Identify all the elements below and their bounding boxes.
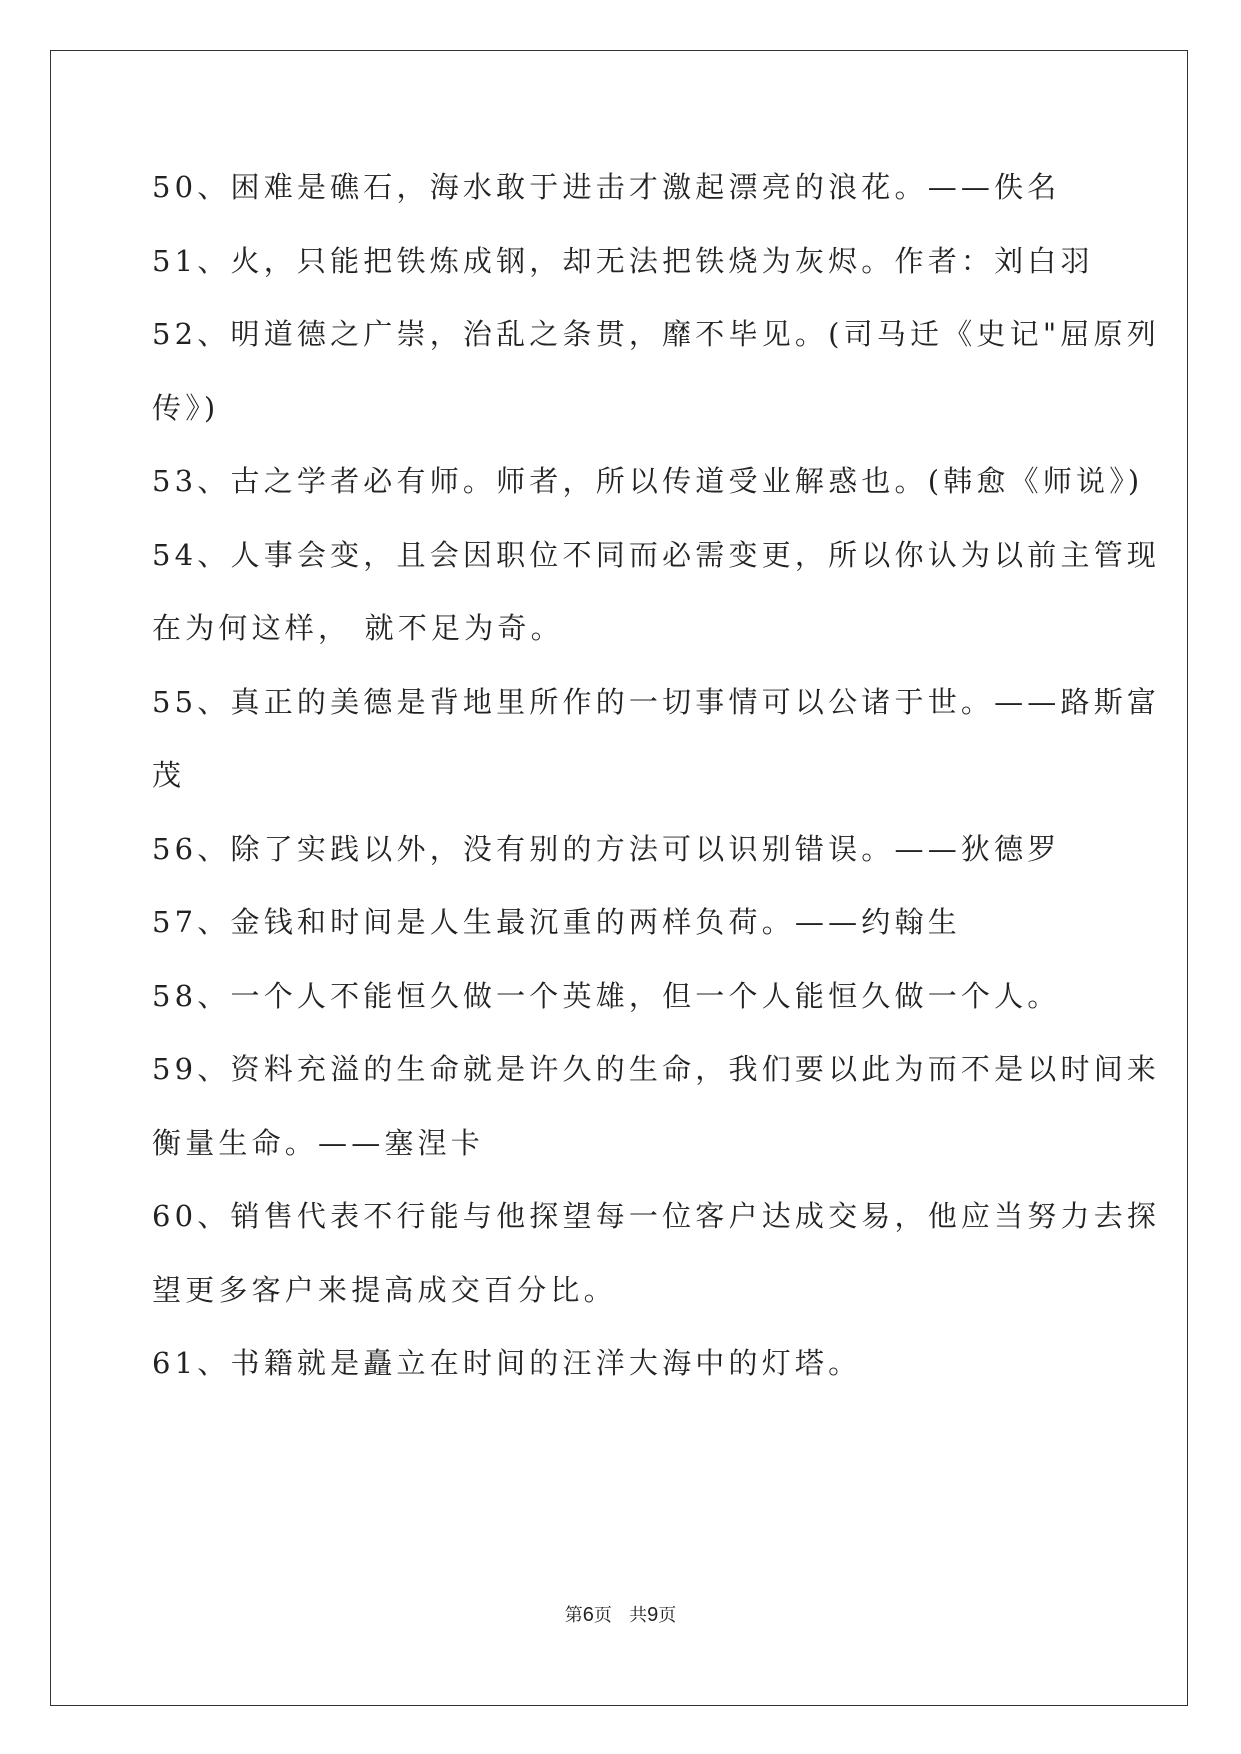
text-line: 55、真正的美德是背地里所作的一切事情可以公诸于世。——路斯富 (152, 684, 1161, 719)
text-line: 望更多客户来提高成交百分比。 (152, 1272, 617, 1307)
text-line: 56、除了实践以外，没有别的方法可以识别错误。——狄德罗 (152, 831, 1061, 866)
text-line: 茂 (152, 758, 186, 792)
footer-suffix: 页 (658, 1605, 677, 1626)
text-line: 50、困难是礁石，海水敢于进击才激起漂亮的浪花。——佚名 (152, 170, 1061, 204)
total-pages-number: 9 (647, 1604, 659, 1626)
text-line: 60、销售代表不行能与他探望每一位客户达成交易，他应当努力去探 (152, 1199, 1161, 1233)
text-line: 57、金钱和时间是人生最沉重的两样负荷。——约翰生 (152, 905, 961, 939)
current-page-number: 6 (582, 1604, 594, 1626)
text-line: 59、资料充溢的生命就是许久的生命，我们要以此为而不是以时间来 (152, 1052, 1161, 1086)
text-line: 53、古之学者必有师。师者，所以传道受业解惑也。(韩愈《师说》) (152, 464, 1144, 498)
text-line: 54、人事会变，且会因职位不同而必需变更，所以你认为以前主管现 (152, 537, 1161, 572)
text-line: 传》) (152, 390, 220, 425)
text-line: 52、明道德之广崇，治乱之条贯，靡不毕见。(司马迁《史记"屈原列 (152, 317, 1160, 351)
text-line: 在为何这样， 就不足为奇。 (152, 611, 564, 645)
text-line: 51、火，只能把铁炼成钢，却无法把铁烧为灰烬。作者：刘白羽 (152, 243, 1094, 278)
footer-prefix: 第 (564, 1605, 583, 1626)
text-line: 衡量生命。——塞涅卡 (152, 1125, 485, 1160)
text-line: 58、一个人不能恒久做一个英雄，但一个人能恒久做一个人。 (152, 978, 1061, 1013)
page-footer (0, 1601, 1241, 1627)
text-line: 61、书籍就是矗立在时间的汪洋大海中的灯塔。 (152, 1346, 862, 1380)
document-body (152, 162, 1161, 1412)
footer-middle: 页 共 (593, 1605, 648, 1626)
